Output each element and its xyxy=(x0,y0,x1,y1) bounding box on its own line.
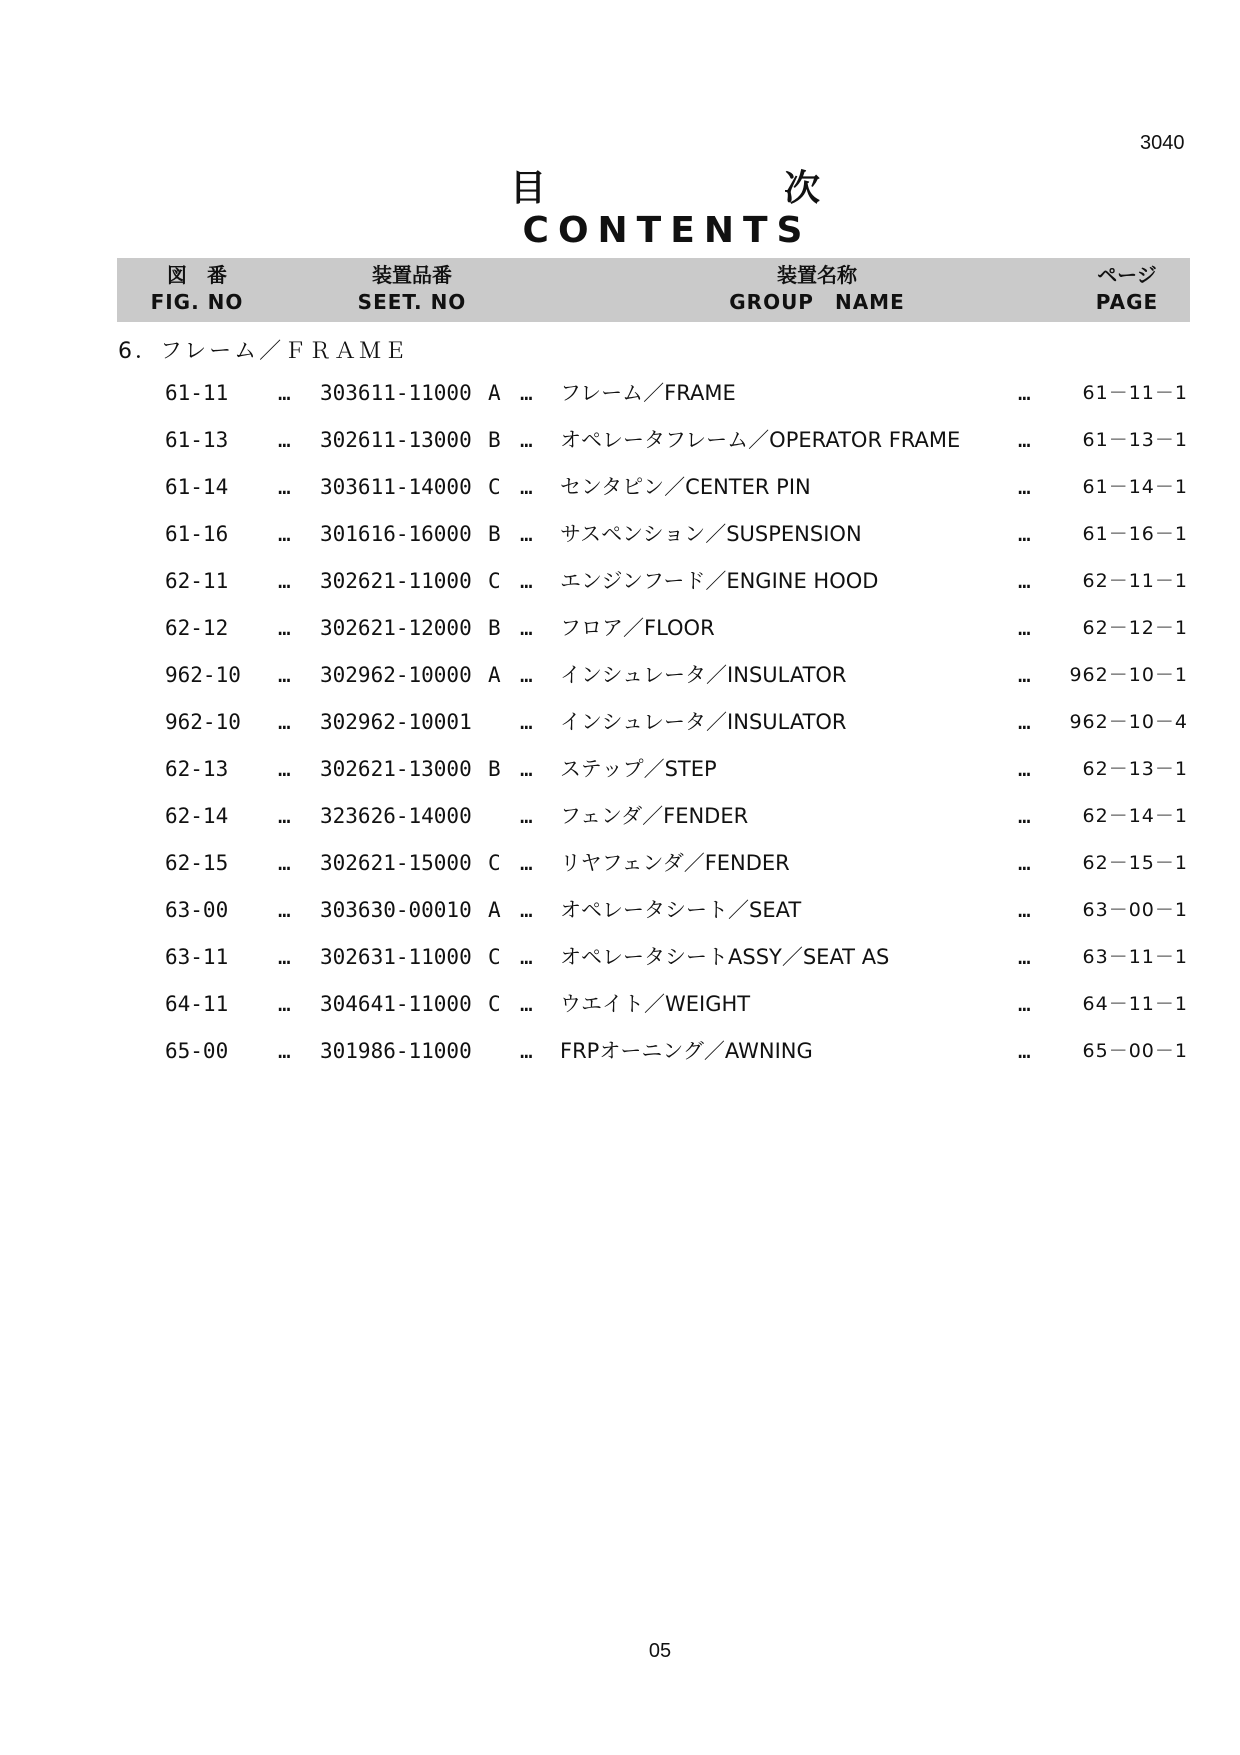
leader-dots: … xyxy=(278,710,291,734)
header-page-jp: ページ xyxy=(1097,263,1157,287)
contents-row[interactable] xyxy=(0,464,1240,511)
page-reference: 962－10－4 xyxy=(1069,711,1188,733)
leader-dots: … xyxy=(520,851,533,875)
fig-number: 62-12 xyxy=(165,616,229,640)
leader-dots: … xyxy=(1018,710,1031,734)
fig-number: 62-13 xyxy=(165,757,229,781)
leader-dots: … xyxy=(520,992,533,1016)
seet-number: 302611-13000 xyxy=(320,428,472,452)
contents-row[interactable] xyxy=(0,1028,1240,1075)
leader-dots: … xyxy=(520,757,533,781)
fig-number: 61-11 xyxy=(165,381,229,405)
leader-dots: … xyxy=(520,898,533,922)
group-name: フレーム／FRAME xyxy=(560,381,736,405)
seet-number: 302962-10000 xyxy=(320,663,472,687)
leader-dots: … xyxy=(1018,428,1031,452)
group-name: エンジンフード／ENGINE HOOD xyxy=(560,569,879,593)
group-name: オペレータフレーム／OPERATOR FRAME xyxy=(560,428,961,452)
header-page xyxy=(1067,258,1187,322)
group-name: インシュレータ／INSULATOR xyxy=(560,663,847,687)
header-page-en: PAGE xyxy=(1095,290,1159,314)
fig-number: 962-10 xyxy=(165,663,241,687)
leader-dots: … xyxy=(278,616,291,640)
leader-dots: … xyxy=(1018,992,1031,1016)
leader-dots: … xyxy=(1018,851,1031,875)
group-name: ステップ／STEP xyxy=(560,757,717,781)
leader-dots: … xyxy=(1018,757,1031,781)
seet-number: 304641-11000 xyxy=(320,992,472,1016)
group-name: インシュレータ／INSULATOR xyxy=(560,710,847,734)
seet-number: 301986-11000 xyxy=(320,1039,472,1063)
seet-number: 302621-12000 xyxy=(320,616,472,640)
header-group-jp: 装置名称 xyxy=(777,263,857,287)
seet-number: 302962-10001 xyxy=(320,710,472,734)
contents-row[interactable] xyxy=(0,934,1240,981)
revision-letter: A xyxy=(488,381,501,405)
revision-letter: B xyxy=(488,616,501,640)
header-fig-en: FIG. NO xyxy=(150,290,244,314)
revision-letter: C xyxy=(488,851,501,875)
group-name: フェンダ／FENDER xyxy=(560,804,749,828)
leader-dots: … xyxy=(278,992,291,1016)
leader-dots: … xyxy=(1018,945,1031,969)
fig-number: 61-14 xyxy=(165,475,229,499)
fig-number: 61-16 xyxy=(165,522,229,546)
leader-dots: … xyxy=(1018,569,1031,593)
leader-dots: … xyxy=(278,663,291,687)
leader-dots: … xyxy=(1018,522,1031,546)
leader-dots: … xyxy=(520,945,533,969)
page-reference: 62－15－1 xyxy=(1082,852,1188,874)
page-reference: 63－11－1 xyxy=(1082,946,1188,968)
group-name: オペレータシート／SEAT xyxy=(560,898,802,922)
header-fig-no xyxy=(117,258,277,322)
header-seet-jp: 装置品番 xyxy=(372,263,452,287)
seet-number: 302621-11000 xyxy=(320,569,472,593)
page-reference: 61－14－1 xyxy=(1082,476,1188,498)
page-reference: 61－11－1 xyxy=(1082,382,1188,404)
page-reference: 65－00－1 xyxy=(1082,1040,1188,1062)
revision-letter: B xyxy=(488,757,501,781)
leader-dots: … xyxy=(1018,616,1031,640)
leader-dots: … xyxy=(520,522,533,546)
leader-dots: … xyxy=(278,381,291,405)
leader-dots: … xyxy=(278,569,291,593)
header-group-name xyxy=(667,258,967,322)
page-title: CONTENTS xyxy=(522,210,812,251)
header-fig-jp: 図 番 xyxy=(167,263,227,287)
fig-number: 62-14 xyxy=(165,804,229,828)
contents-row[interactable] xyxy=(0,558,1240,605)
leader-dots: … xyxy=(520,475,533,499)
title-jp-right: 次 xyxy=(783,168,820,209)
seet-number: 302631-11000 xyxy=(320,945,472,969)
seet-number: 303630-00010 xyxy=(320,898,472,922)
revision-letter: C xyxy=(488,945,501,969)
seet-number: 302621-15000 xyxy=(320,851,472,875)
contents-row[interactable] xyxy=(0,652,1240,699)
fig-number: 65-00 xyxy=(165,1039,229,1063)
leader-dots: … xyxy=(520,428,533,452)
leader-dots: … xyxy=(278,851,291,875)
leader-dots: … xyxy=(520,569,533,593)
contents-row[interactable] xyxy=(0,887,1240,934)
seet-number: 301616-16000 xyxy=(320,522,472,546)
leader-dots: … xyxy=(520,710,533,734)
page-reference: 61－16－1 xyxy=(1082,523,1188,545)
fig-number: 64-11 xyxy=(165,992,229,1016)
leader-dots: … xyxy=(520,1039,533,1063)
page-reference: 62－14－1 xyxy=(1082,805,1188,827)
seet-number: 303611-11000 xyxy=(320,381,472,405)
revision-letter: C xyxy=(488,992,501,1016)
fig-number: 62-15 xyxy=(165,851,229,875)
page-reference: 64－11－1 xyxy=(1082,993,1188,1015)
header-group-en: GROUP NAME xyxy=(729,290,905,314)
revision-letter: C xyxy=(488,475,501,499)
leader-dots: … xyxy=(278,804,291,828)
leader-dots: … xyxy=(520,616,533,640)
model-number: 3040 xyxy=(1140,132,1185,154)
contents-row[interactable] xyxy=(0,605,1240,652)
group-name: ウエイト／WEIGHT xyxy=(560,992,751,1016)
title-jp-left: 目 xyxy=(510,168,547,209)
contents-row[interactable] xyxy=(0,746,1240,793)
leader-dots: … xyxy=(278,898,291,922)
section-heading: 6．フレーム／ＦＲＡＭＥ xyxy=(118,339,410,364)
fig-number: 62-11 xyxy=(165,569,229,593)
header-seet-no xyxy=(307,258,517,322)
group-name: センタピン／CENTER PIN xyxy=(560,475,811,499)
leader-dots: … xyxy=(520,381,533,405)
leader-dots: … xyxy=(278,945,291,969)
group-name: フロア／FLOOR xyxy=(560,616,715,640)
leader-dots: … xyxy=(1018,381,1031,405)
leader-dots: … xyxy=(278,1039,291,1063)
header-seet-en: SEET. NO xyxy=(357,290,467,314)
page-reference: 62－11－1 xyxy=(1082,570,1188,592)
page-reference: 62－13－1 xyxy=(1082,758,1188,780)
leader-dots: … xyxy=(520,663,533,687)
page-reference: 63－00－1 xyxy=(1082,899,1188,921)
fig-number: 962-10 xyxy=(165,710,241,734)
leader-dots: … xyxy=(278,475,291,499)
fig-number: 63-11 xyxy=(165,945,229,969)
contents-row[interactable] xyxy=(0,417,1240,464)
leader-dots: … xyxy=(278,757,291,781)
page-reference: 61－13－1 xyxy=(1082,429,1188,451)
group-name: サスペンション／SUSPENSION xyxy=(560,522,862,546)
contents-row[interactable] xyxy=(0,981,1240,1028)
title-japanese xyxy=(510,160,820,211)
page-reference: 62－12－1 xyxy=(1082,617,1188,639)
seet-number: 303611-14000 xyxy=(320,475,472,499)
contents-row[interactable] xyxy=(0,793,1240,840)
leader-dots: … xyxy=(520,804,533,828)
leader-dots: … xyxy=(1018,475,1031,499)
contents-list xyxy=(0,370,1240,1075)
page-number: 05 xyxy=(648,1640,672,1662)
seet-number: 302621-13000 xyxy=(320,757,472,781)
fig-number: 63-00 xyxy=(165,898,229,922)
fig-number: 61-13 xyxy=(165,428,229,452)
contents-row[interactable] xyxy=(0,840,1240,887)
seet-number: 323626-14000 xyxy=(320,804,472,828)
revision-letter: A xyxy=(488,898,501,922)
revision-letter: A xyxy=(488,663,501,687)
leader-dots: … xyxy=(1018,898,1031,922)
table-header xyxy=(117,258,1190,322)
group-name: FRPオーニング／AWNING xyxy=(560,1039,813,1063)
revision-letter: B xyxy=(488,428,501,452)
leader-dots: … xyxy=(1018,663,1031,687)
group-name: オペレータシートASSY／SEAT AS xyxy=(560,945,890,969)
page-reference: 962－10－1 xyxy=(1069,664,1188,686)
revision-letter: B xyxy=(488,522,501,546)
leader-dots: … xyxy=(1018,804,1031,828)
leader-dots: … xyxy=(1018,1039,1031,1063)
contents-row[interactable] xyxy=(0,699,1240,746)
leader-dots: … xyxy=(278,428,291,452)
group-name: リヤフェンダ／FENDER xyxy=(560,851,790,875)
contents-row[interactable] xyxy=(0,370,1240,417)
contents-row[interactable] xyxy=(0,511,1240,558)
revision-letter: C xyxy=(488,569,501,593)
leader-dots: … xyxy=(278,522,291,546)
